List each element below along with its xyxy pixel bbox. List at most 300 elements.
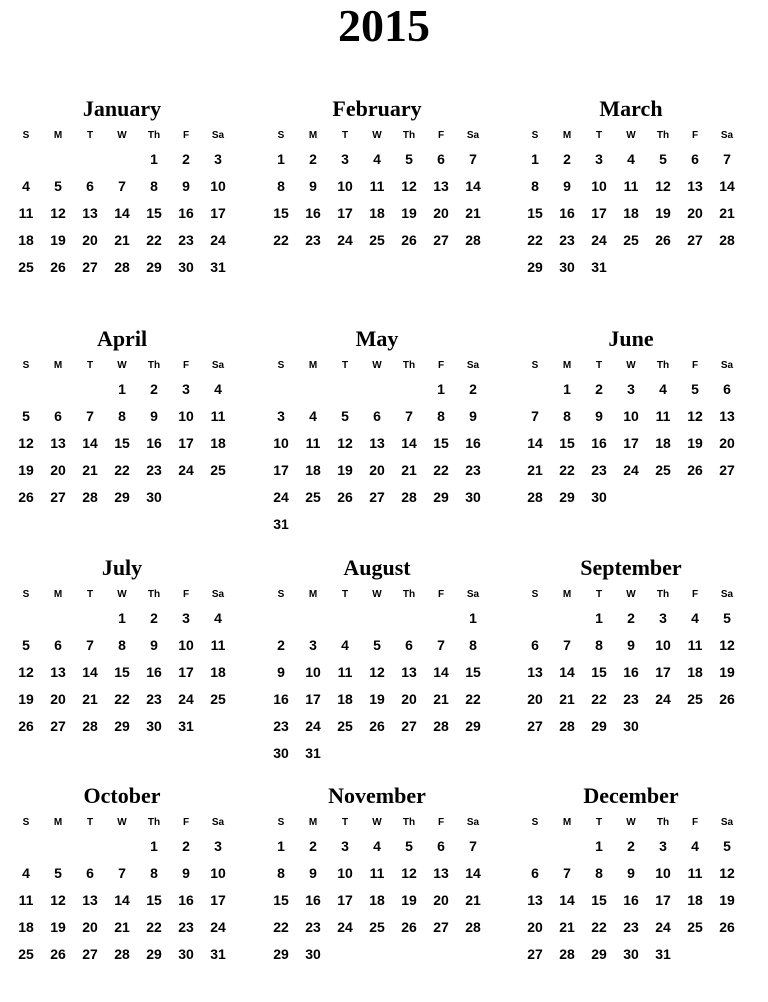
day-cell: 19 — [337, 461, 353, 478]
day-cell: 14 — [82, 434, 98, 451]
day-cell: 29 — [273, 945, 289, 962]
day-cell: 8 — [595, 636, 603, 653]
day-cell: 14 — [82, 663, 98, 680]
day-cell: 8 — [118, 407, 126, 424]
day-cell: 4 — [22, 864, 30, 881]
day-cell: 4 — [22, 177, 30, 194]
day-cell: 8 — [563, 407, 571, 424]
weekday-label: T — [341, 130, 349, 141]
day-cell: 22 — [273, 918, 289, 935]
weekday-label: M — [308, 817, 318, 828]
day-cell: 18 — [210, 663, 226, 680]
day-cell: 21 — [465, 204, 481, 221]
day-cell: 10 — [178, 636, 194, 653]
day-cell: 13 — [527, 663, 543, 680]
weekday-header — [10, 585, 234, 604]
day-cell: 15 — [146, 204, 162, 221]
day-cell: 31 — [305, 744, 321, 761]
weekday-label: M — [562, 589, 572, 600]
day-cell: 6 — [405, 636, 413, 653]
day-cell: 9 — [627, 636, 635, 653]
day-cell: 21 — [719, 204, 735, 221]
weekday-label: S — [531, 589, 539, 600]
day-cell: 17 — [337, 891, 353, 908]
month-name: May — [355, 326, 399, 351]
day-cell: 5 — [22, 636, 30, 653]
day-cell: 5 — [54, 177, 62, 194]
day-cell: 13 — [50, 663, 66, 680]
day-cell: 27 — [401, 717, 417, 734]
day-cell: 30 — [146, 717, 162, 734]
day-cell: 1 — [150, 837, 158, 854]
day-cell: 10 — [178, 407, 194, 424]
day-cell: 27 — [687, 231, 703, 248]
day-cell: 15 — [591, 663, 607, 680]
month-october — [10, 783, 234, 967]
day-cell: 23 — [559, 231, 575, 248]
weekday-header — [265, 356, 489, 375]
day-grid — [519, 832, 743, 967]
day-cell: 1 — [118, 609, 126, 626]
day-cell: 1 — [118, 380, 126, 397]
weekday-label: F — [437, 130, 445, 141]
day-cell: 10 — [210, 177, 226, 194]
day-cell: 14 — [527, 434, 543, 451]
day-cell: 26 — [401, 231, 417, 248]
day-cell: 15 — [114, 434, 130, 451]
day-cell: 27 — [50, 488, 66, 505]
month-september — [519, 555, 743, 739]
day-cell: 8 — [277, 864, 285, 881]
day-cell: 17 — [591, 204, 607, 221]
day-cell: 10 — [655, 636, 671, 653]
day-cell: 27 — [82, 258, 98, 275]
day-cell: 29 — [527, 258, 543, 275]
day-cell: 18 — [687, 891, 703, 908]
day-cell: 20 — [50, 690, 66, 707]
day-cell: 12 — [50, 891, 66, 908]
day-cell: 6 — [437, 837, 445, 854]
day-cell: 25 — [337, 717, 353, 734]
weekday-label: M — [562, 360, 572, 371]
day-cell: 20 — [50, 461, 66, 478]
day-grid — [10, 604, 234, 739]
day-cell: 6 — [86, 864, 94, 881]
weekday-label: Sa — [720, 589, 734, 600]
day-cell: 11 — [18, 891, 34, 908]
day-cell: 25 — [655, 461, 671, 478]
weekday-label: M — [308, 360, 318, 371]
day-cell: 12 — [337, 434, 353, 451]
day-cell: 18 — [687, 663, 703, 680]
month-name: January — [82, 96, 162, 121]
day-cell: 18 — [337, 690, 353, 707]
weekday-label: Sa — [211, 817, 225, 828]
day-cell: 20 — [82, 231, 98, 248]
weekday-label: S — [22, 130, 30, 141]
day-cell: 19 — [18, 461, 34, 478]
month-name: June — [608, 326, 654, 351]
weekday-label: S — [277, 360, 285, 371]
day-cell: 2 — [277, 636, 285, 653]
day-cell: 17 — [623, 434, 639, 451]
day-cell: 28 — [114, 258, 130, 275]
day-cell: 4 — [341, 636, 349, 653]
day-cell: 24 — [178, 461, 194, 478]
day-cell: 28 — [114, 945, 130, 962]
day-cell: 30 — [623, 717, 639, 734]
day-grid — [519, 375, 743, 510]
day-cell: 28 — [465, 231, 481, 248]
day-cell: 5 — [659, 150, 667, 167]
day-cell: 11 — [305, 434, 321, 451]
empty-cell — [519, 375, 551, 402]
day-cell: 21 — [559, 690, 575, 707]
empty-cell — [361, 604, 393, 631]
day-cell: 16 — [305, 204, 321, 221]
weekday-label: W — [626, 817, 636, 828]
day-cell: 24 — [305, 717, 321, 734]
day-cell: 3 — [182, 380, 190, 397]
empty-cell — [42, 375, 74, 402]
day-cell: 10 — [655, 864, 671, 881]
day-cell: 7 — [723, 150, 731, 167]
day-cell: 4 — [373, 150, 381, 167]
day-cell: 28 — [433, 717, 449, 734]
day-cell: 29 — [465, 717, 481, 734]
day-cell: 18 — [305, 461, 321, 478]
day-cell: 20 — [527, 918, 543, 935]
day-cell: 1 — [595, 609, 603, 626]
day-grid — [519, 145, 743, 280]
empty-cell — [425, 604, 457, 631]
weekday-label: Sa — [466, 130, 480, 141]
day-cell: 13 — [369, 434, 385, 451]
day-cell: 23 — [178, 231, 194, 248]
day-cell: 5 — [341, 407, 349, 424]
day-cell: 15 — [559, 434, 575, 451]
day-cell: 16 — [178, 891, 194, 908]
weekday-label: Th — [402, 360, 416, 371]
day-cell: 25 — [687, 690, 703, 707]
day-cell: 31 — [210, 945, 226, 962]
day-cell: 16 — [273, 690, 289, 707]
weekday-header — [10, 356, 234, 375]
month-name: March — [599, 96, 663, 121]
day-cell: 8 — [118, 636, 126, 653]
day-cell: 13 — [433, 177, 449, 194]
day-cell: 6 — [437, 150, 445, 167]
day-cell: 19 — [50, 231, 66, 248]
day-cell: 22 — [465, 690, 481, 707]
day-cell: 31 — [210, 258, 226, 275]
day-cell: 22 — [527, 231, 543, 248]
day-cell: 4 — [373, 837, 381, 854]
day-cell: 18 — [623, 204, 639, 221]
day-cell: 18 — [369, 891, 385, 908]
day-cell: 18 — [210, 434, 226, 451]
weekday-label: Sa — [720, 130, 734, 141]
day-cell: 10 — [623, 407, 639, 424]
weekday-label: M — [53, 130, 63, 141]
day-cell: 23 — [465, 461, 481, 478]
day-cell: 5 — [405, 837, 413, 854]
day-cell: 26 — [337, 488, 353, 505]
day-cell: 2 — [595, 380, 603, 397]
day-cell: 6 — [86, 177, 94, 194]
day-cell: 5 — [405, 150, 413, 167]
day-cell: 31 — [591, 258, 607, 275]
weekday-label: F — [437, 589, 445, 600]
day-cell: 11 — [337, 663, 353, 680]
day-cell: 13 — [719, 407, 735, 424]
weekday-label: W — [372, 817, 382, 828]
day-grid — [265, 145, 489, 253]
day-cell: 15 — [527, 204, 543, 221]
day-cell: 25 — [210, 461, 226, 478]
day-cell: 26 — [719, 918, 735, 935]
weekday-label: W — [117, 589, 127, 600]
empty-cell — [551, 832, 583, 859]
weekday-label: Th — [402, 817, 416, 828]
day-cell: 4 — [627, 150, 635, 167]
day-cell: 30 — [178, 258, 194, 275]
day-cell: 29 — [559, 488, 575, 505]
day-cell: 22 — [433, 461, 449, 478]
day-cell: 19 — [719, 663, 735, 680]
weekday-label: M — [562, 130, 572, 141]
day-cell: 22 — [146, 231, 162, 248]
weekday-header — [519, 813, 743, 832]
weekday-label: W — [117, 817, 127, 828]
month-name: October — [83, 783, 161, 808]
day-cell: 11 — [369, 864, 385, 881]
day-cell: 27 — [527, 717, 543, 734]
day-cell: 7 — [531, 407, 539, 424]
day-cell: 28 — [82, 488, 98, 505]
weekday-label: W — [372, 589, 382, 600]
day-cell: 9 — [563, 177, 571, 194]
day-cell: 30 — [305, 945, 321, 962]
day-cell: 9 — [150, 636, 158, 653]
day-cell: 14 — [401, 434, 417, 451]
day-cell: 6 — [723, 380, 731, 397]
day-cell: 22 — [559, 461, 575, 478]
weekday-label: F — [691, 360, 699, 371]
day-cell: 31 — [273, 515, 289, 532]
day-cell: 10 — [337, 864, 353, 881]
day-cell: 9 — [595, 407, 603, 424]
weekday-label: S — [277, 817, 285, 828]
day-cell: 29 — [591, 717, 607, 734]
month-name: July — [101, 555, 143, 580]
month-name: December — [583, 783, 679, 808]
day-cell: 30 — [146, 488, 162, 505]
day-cell: 26 — [50, 945, 66, 962]
day-cell: 13 — [527, 891, 543, 908]
weekday-label: T — [86, 589, 94, 600]
day-cell: 4 — [214, 609, 222, 626]
empty-cell — [42, 832, 74, 859]
weekday-label: F — [182, 589, 190, 600]
empty-cell — [10, 375, 42, 402]
weekday-label: F — [691, 817, 699, 828]
weekday-label: Th — [656, 817, 670, 828]
day-cell: 7 — [405, 407, 413, 424]
day-cell: 28 — [719, 231, 735, 248]
day-cell: 4 — [309, 407, 317, 424]
day-cell: 26 — [369, 717, 385, 734]
day-cell: 16 — [623, 663, 639, 680]
day-cell: 27 — [433, 918, 449, 935]
day-cell: 24 — [591, 231, 607, 248]
day-cell: 26 — [655, 231, 671, 248]
day-cell: 11 — [210, 636, 226, 653]
day-cell: 10 — [210, 864, 226, 881]
day-cell: 9 — [469, 407, 477, 424]
day-cell: 3 — [341, 150, 349, 167]
day-grid — [265, 832, 489, 967]
day-cell: 20 — [719, 434, 735, 451]
day-cell: 21 — [559, 918, 575, 935]
day-cell: 13 — [401, 663, 417, 680]
empty-cell — [297, 375, 329, 402]
day-cell: 14 — [465, 177, 481, 194]
day-cell: 29 — [146, 258, 162, 275]
day-cell: 12 — [719, 636, 735, 653]
month-february — [265, 96, 489, 253]
empty-cell — [74, 375, 106, 402]
day-cell: 26 — [18, 488, 34, 505]
day-cell: 17 — [178, 434, 194, 451]
day-cell: 21 — [401, 461, 417, 478]
day-grid — [519, 604, 743, 739]
day-cell: 25 — [18, 258, 34, 275]
day-cell: 7 — [469, 837, 477, 854]
day-cell: 4 — [691, 837, 699, 854]
weekday-header — [519, 585, 743, 604]
day-cell: 23 — [623, 690, 639, 707]
day-cell: 27 — [719, 461, 735, 478]
day-cell: 14 — [559, 663, 575, 680]
day-cell: 22 — [114, 461, 130, 478]
day-cell: 2 — [182, 837, 190, 854]
day-cell: 1 — [595, 837, 603, 854]
day-cell: 12 — [719, 864, 735, 881]
day-cell: 20 — [401, 690, 417, 707]
day-cell: 22 — [591, 918, 607, 935]
day-cell: 13 — [82, 891, 98, 908]
month-may — [265, 326, 489, 537]
day-grid — [10, 832, 234, 967]
weekday-label: F — [691, 130, 699, 141]
empty-cell — [297, 604, 329, 631]
day-cell: 16 — [146, 663, 162, 680]
day-cell: 20 — [527, 690, 543, 707]
day-cell: 25 — [687, 918, 703, 935]
day-cell: 24 — [178, 690, 194, 707]
day-cell: 17 — [210, 204, 226, 221]
weekday-label: W — [626, 589, 636, 600]
month-august — [265, 555, 489, 766]
day-cell: 29 — [114, 488, 130, 505]
day-cell: 22 — [146, 918, 162, 935]
empty-cell — [519, 604, 551, 631]
weekday-label: Th — [402, 130, 416, 141]
day-cell: 23 — [591, 461, 607, 478]
day-cell: 7 — [563, 864, 571, 881]
day-cell: 31 — [178, 717, 194, 734]
day-cell: 19 — [401, 891, 417, 908]
day-cell: 30 — [273, 744, 289, 761]
day-cell: 23 — [273, 717, 289, 734]
day-cell: 26 — [719, 690, 735, 707]
weekday-label: T — [86, 360, 94, 371]
day-cell: 9 — [182, 864, 190, 881]
day-cell: 21 — [465, 891, 481, 908]
day-cell: 24 — [210, 918, 226, 935]
weekday-label: S — [22, 589, 30, 600]
day-cell: 28 — [82, 717, 98, 734]
day-cell: 15 — [433, 434, 449, 451]
day-cell: 13 — [433, 864, 449, 881]
weekday-header — [519, 126, 743, 145]
day-cell: 17 — [337, 204, 353, 221]
day-cell: 12 — [401, 864, 417, 881]
weekday-header — [10, 813, 234, 832]
day-cell: 9 — [150, 407, 158, 424]
empty-cell — [393, 604, 425, 631]
weekday-label: Th — [402, 589, 416, 600]
day-cell: 13 — [50, 434, 66, 451]
day-cell: 14 — [465, 864, 481, 881]
weekday-label: W — [626, 360, 636, 371]
day-cell: 1 — [277, 837, 285, 854]
weekday-label: F — [182, 130, 190, 141]
day-cell: 24 — [337, 231, 353, 248]
day-cell: 1 — [277, 150, 285, 167]
day-cell: 6 — [373, 407, 381, 424]
empty-cell — [10, 832, 42, 859]
weekday-label: M — [308, 130, 318, 141]
day-cell: 10 — [337, 177, 353, 194]
empty-cell — [551, 604, 583, 631]
day-cell: 26 — [687, 461, 703, 478]
day-cell: 4 — [214, 380, 222, 397]
day-grid — [10, 375, 234, 510]
day-cell: 5 — [22, 407, 30, 424]
day-cell: 16 — [559, 204, 575, 221]
empty-cell — [106, 145, 138, 172]
day-cell: 28 — [401, 488, 417, 505]
day-cell: 8 — [469, 636, 477, 653]
month-name: August — [343, 555, 411, 580]
day-cell: 30 — [623, 945, 639, 962]
day-cell: 5 — [691, 380, 699, 397]
day-cell: 28 — [465, 918, 481, 935]
day-cell: 17 — [178, 663, 194, 680]
weekday-label: Th — [656, 360, 670, 371]
day-cell: 25 — [210, 690, 226, 707]
day-cell: 30 — [591, 488, 607, 505]
day-cell: 2 — [150, 380, 158, 397]
weekday-label: W — [117, 130, 127, 141]
day-cell: 25 — [369, 918, 385, 935]
day-cell: 23 — [623, 918, 639, 935]
day-cell: 30 — [559, 258, 575, 275]
weekday-label: Sa — [466, 360, 480, 371]
weekday-label: Th — [147, 360, 161, 371]
